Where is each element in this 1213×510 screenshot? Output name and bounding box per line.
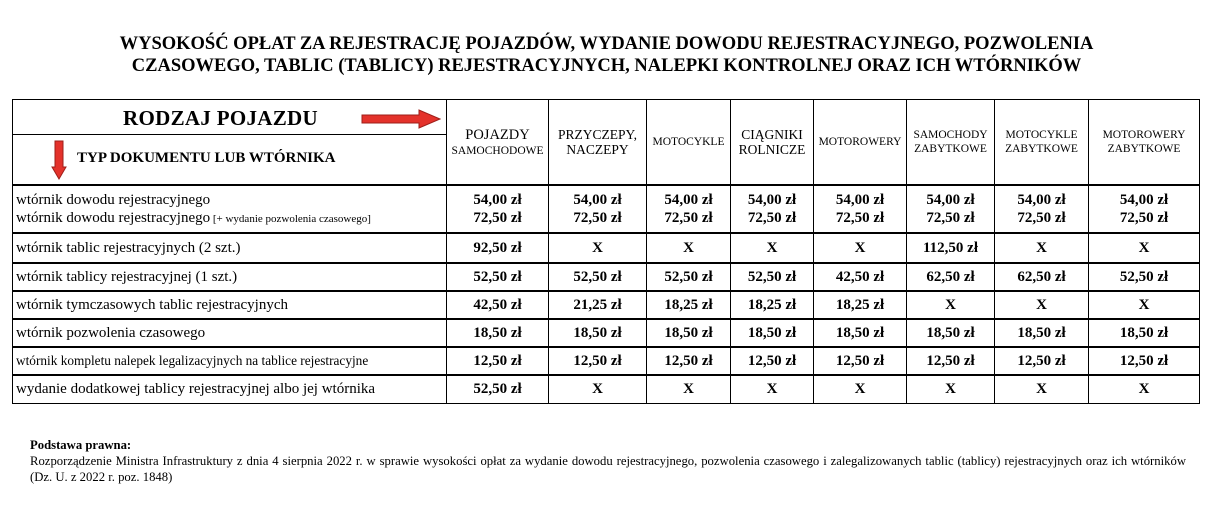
fee-cell: 54,00 zł 72,50 zł <box>549 185 647 233</box>
fee-cell: X <box>907 291 995 319</box>
fee-cell: 52,50 zł <box>1089 263 1200 291</box>
fee-cell: 42,50 zł <box>447 291 549 319</box>
fee-cell: 62,50 zł <box>907 263 995 291</box>
fee-cell: 18,50 zł <box>549 319 647 347</box>
fee-cell: 52,50 zł <box>731 263 814 291</box>
table-row <box>13 233 1200 263</box>
fee-cell: 18,25 zł <box>814 291 907 319</box>
column-header-samochody-zabytkowe: SAMOCHODY ZABYTKOWE <box>907 100 995 186</box>
fee-cell: X <box>549 375 647 403</box>
row-label-tymczasowych-tablic: wtórnik tymczasowych tablic rejestracyjnych <box>13 291 447 319</box>
fee-cell: X <box>731 233 814 263</box>
fee-cell: 18,50 zł <box>907 319 995 347</box>
fee-cell: X <box>814 233 907 263</box>
legal-basis-text: Rozporządzenie Ministra Infrastruktury z dnia 4 sierpnia 2022 r. w sprawie wysokości opłat za wydanie dowodu rejestracyjnego, pozwolenia czasowego i zalegalizowanych tablic (tablicy) rejestracyjnych oraz ich wtórników (Dz. U. z 2022 r. poz. 1848) <box>30 454 1186 484</box>
fee-cell: 12,50 zł <box>731 347 814 375</box>
row-label-tablicy-1-szt: wtórnik tablicy rejestracyjnej (1 szt.) <box>13 263 447 291</box>
fee-cell: 52,50 zł <box>647 263 731 291</box>
fee-cell: 18,25 zł <box>647 291 731 319</box>
fee-cell: X <box>995 291 1089 319</box>
title-line-2: CZASOWEGO, TABLIC (TABLICY) REJESTRACYJNYCH, NALEPKI KONTROLNEJ ORAZ ICH WTÓRNIKÓW <box>131 56 1082 76</box>
row-label-tablic-2-szt: wtórnik tablic rejestracyjnych (2 szt.) <box>13 233 447 263</box>
fee-cell: 18,50 zł <box>995 319 1089 347</box>
fee-cell: 12,50 zł <box>907 347 995 375</box>
table-row <box>13 319 1200 347</box>
fee-cell: 18,50 zł <box>731 319 814 347</box>
fee-cell: 12,50 zł <box>549 347 647 375</box>
row-label-pozwolenia-czasowego: wtórnik pozwolenia czasowego <box>13 319 447 347</box>
fee-cell: 54,00 zł 72,50 zł <box>731 185 814 233</box>
column-header-motorowery: MOTOROWERY <box>814 100 907 186</box>
fee-cell: 52,50 zł <box>447 375 549 403</box>
fee-cell: X <box>647 375 731 403</box>
document-title <box>0 33 1213 77</box>
fee-cell: 12,50 zł <box>995 347 1089 375</box>
title-line-1: WYSOKOŚĆ OPŁAT ZA REJESTRACJĘ POJAZDÓW, WYDANIE DOWODU REJESTRACYJNEGO, POZWOLENIA <box>119 34 1094 54</box>
fee-cell: 18,25 zł <box>731 291 814 319</box>
table-row <box>13 291 1200 319</box>
column-header-motocykle: MOTOCYKLE <box>647 100 731 186</box>
fee-cell: 42,50 zł <box>814 263 907 291</box>
fee-cell: 54,00 zł 72,50 zł <box>814 185 907 233</box>
fee-cell: X <box>995 375 1089 403</box>
fee-cell: 12,50 zł <box>447 347 549 375</box>
column-header-pojazdy-samochodowe: POJAZDY SAMOCHODOWE <box>447 100 549 186</box>
fee-cell: X <box>907 375 995 403</box>
column-header-motorowery-zabytkowe: MOTOROWERY ZABYTKOWE <box>1089 100 1200 186</box>
arrow-right-icon <box>361 109 441 134</box>
fee-cell: X <box>1089 233 1200 263</box>
arrow-down-icon <box>51 140 67 185</box>
fee-cell: 62,50 zł <box>995 263 1089 291</box>
fee-cell: 54,00 zł 72,50 zł <box>1089 185 1200 233</box>
document-type-heading: TYP DOKUMENTU LUB WTÓRNIKA <box>77 150 336 166</box>
fee-cell: 112,50 zł <box>907 233 995 263</box>
fee-cell: X <box>647 233 731 263</box>
header-row <box>13 100 1200 186</box>
fee-cell: X <box>995 233 1089 263</box>
table-row <box>13 263 1200 291</box>
fee-cell: 54,00 zł 72,50 zł <box>907 185 995 233</box>
fee-cell: 12,50 zł <box>647 347 731 375</box>
table-row <box>13 347 1200 375</box>
vehicle-type-heading: RODZAJ POJAZDU <box>123 106 318 130</box>
fee-cell: 18,50 zł <box>814 319 907 347</box>
fee-cell: X <box>549 233 647 263</box>
fee-cell: X <box>731 375 814 403</box>
column-header-przyczepy-naczepy: PRZYCZEPY, NACZEPY <box>549 100 647 186</box>
row-label-dodatkowej-tablicy: wydanie dodatkowej tablicy rejestracyjnej albo jej wtórnika <box>13 375 447 403</box>
header-divider <box>13 134 446 135</box>
fee-cell: 18,50 zł <box>1089 319 1200 347</box>
row-label-nalepek-legalizacyjnych: wtórnik kompletu nalepek legalizacyjnych na tablice rejestracyjne <box>13 347 447 375</box>
fee-cell: 54,00 zł 72,50 zł <box>647 185 731 233</box>
fee-cell: 52,50 zł <box>549 263 647 291</box>
row-label-wtornik-dowodu: wtórnik dowodu rejestracyjnego wtórnik dowodu rejestracyjnego [+ wydanie pozwolenia czasowego] <box>13 185 447 233</box>
fee-cell: 12,50 zł <box>814 347 907 375</box>
fee-cell: 92,50 zł <box>447 233 549 263</box>
column-header-motocykle-zabytkowe: MOTOCYKLE ZABYTKOWE <box>995 100 1089 186</box>
legal-basis <box>30 437 1186 485</box>
header-corner-cell <box>13 100 447 186</box>
fee-cell: 52,50 zł <box>447 263 549 291</box>
fee-cell: 18,50 zł <box>647 319 731 347</box>
fee-cell: 12,50 zł <box>1089 347 1200 375</box>
fee-cell: X <box>1089 291 1200 319</box>
legal-basis-title: Podstawa prawna: <box>30 438 132 452</box>
fee-cell: X <box>1089 375 1200 403</box>
table-row <box>13 375 1200 403</box>
fee-cell: 54,00 zł 72,50 zł <box>995 185 1089 233</box>
fee-cell: 21,25 zł <box>549 291 647 319</box>
table-row <box>13 185 1200 233</box>
fee-cell: 18,50 zł <box>447 319 549 347</box>
column-header-ciagniki-rolnicze: CIĄGNIKI ROLNICZE <box>731 100 814 186</box>
fee-table <box>12 99 1200 404</box>
fee-cell: X <box>814 375 907 403</box>
fee-cell: 54,00 zł 72,50 zł <box>447 185 549 233</box>
